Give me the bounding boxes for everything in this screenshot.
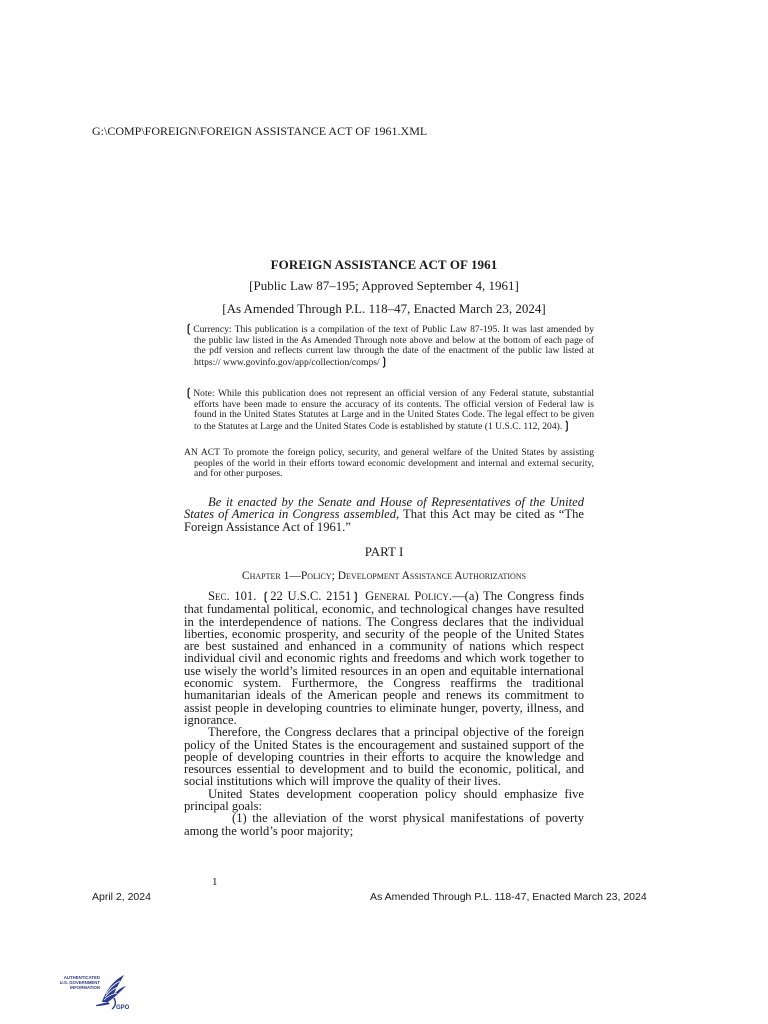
enacting-clause <box>184 496 584 533</box>
note-close-bracket: ❳ <box>562 419 572 432</box>
note-close-bracket: ❳ <box>379 355 389 368</box>
seal-gpo-text: GPO <box>116 1005 130 1011</box>
eagle-logo-icon <box>44 972 128 1012</box>
footer-date: April 2, 2024 <box>92 891 151 903</box>
footer-amended: As Amended Through P.L. 118-47, Enacted March 23, 2024 <box>370 891 647 903</box>
currency-note <box>184 324 594 368</box>
section-citation: 22 U.S.C. 2151 <box>270 589 352 603</box>
cite-open-bracket: ❲ <box>261 591 271 603</box>
section-heading: General Policy. <box>365 589 453 603</box>
gpo-authentication-seal <box>44 972 128 1012</box>
note-open-bracket: ❲ <box>184 387 194 399</box>
enacting-clause-italic: Be it enacted by the Senate and House of Representatives of the United States of America in Congress assembled, <box>184 495 584 522</box>
official-note-text: Note: While this publication does not represent an official version of any Federal statute, substantial efforts have been made to ensure the accuracy of its contents. The official version of Federal law is found in the United States Statutes at Large and in the United States Code. The legal effect to be given to the Statutes at Large and the United States Code is established by statute (1 U.S.C. 112, 204). <box>193 388 594 432</box>
official-version-note <box>184 388 594 432</box>
document-title: FOREIGN ASSISTANCE ACT OF 1961 <box>270 257 498 272</box>
currency-note-text: Currency: This publication is a compilation of the text of Public Law 87-195. It was last amended by the public law listed in the As Amended Through note above and below at the bottom of each page of the pdf version and reflects current law through the date of the enactment of the public law listed at https:// www.govinfo.gov/app/collection/comps/ <box>193 324 594 368</box>
file-path-header: G:\COMP\FOREIGN\FOREIGN ASSISTANCE ACT OF 1961.XML <box>92 124 428 138</box>
section-text: —(a) The Congress finds that fundamental political, economic, and technological changes have resulted in the interdependence of nations. The Congress declares that the individual liberties, economic prosperity, and security of the people of the United States are best sustained and enhanced in a community of nations which respect individual civil and economic rights and freedoms and which work together to use wisely the world’s limited resources in an open and equitable international economic system. Furthermore, the Congress reaffirms the traditional humanitarian ideals of the American people and renews its commitment to assist people in developing countries to eliminate hunger, poverty, illness, and ignorance. <box>184 589 585 727</box>
note-open-bracket: ❲ <box>184 323 194 335</box>
goal-1: (1) the alleviation of the worst physical manifestations of poverty among the world’s poor majority; <box>184 811 584 838</box>
page-number: 1 <box>212 876 218 888</box>
part-heading: PART I <box>364 544 404 559</box>
section-101-para-3: United States development cooperation policy should emphasize five principal goals: <box>184 786 584 814</box>
public-law-subtitle: [Public Law 87–195; Approved September 4, 1961] <box>249 278 519 293</box>
section-101-para-2: Therefore, the Congress declares that a principal objective of the foreign policy of the United States is the encouragement and sustained support of the people of developing countries in their efforts to acquire the knowledge and resources essential to development and to build the economic, political, and social institutions which will improve the quality of their lives. <box>184 725 584 789</box>
section-101-para-a <box>184 590 584 726</box>
act-purpose: AN ACT To promote the foreign policy, security, and general welfare of the United States by assisting peoples of the world in their efforts toward economic development and internal and external security, and for other purposes. <box>184 447 594 480</box>
section-label: Sec. 101. <box>208 589 257 603</box>
cite-close-bracket: ❳ <box>351 591 361 603</box>
chapter-heading: Chapter 1—Policy; Development Assistance Authorizations <box>241 570 527 582</box>
enacting-clause-rest: That this Act may be cited as “The Foreign Assistance Act of 1961.” <box>184 507 584 534</box>
seal-line-1: AUTHENTICATED <box>63 975 100 980</box>
amended-subtitle: [As Amended Through P.L. 118–47, Enacted March 23, 2024] <box>222 301 546 316</box>
seal-line-3: INFORMATION <box>70 985 100 990</box>
seal-line-2: U.S. GOVERNMENT <box>59 980 100 985</box>
section-101 <box>184 590 584 837</box>
